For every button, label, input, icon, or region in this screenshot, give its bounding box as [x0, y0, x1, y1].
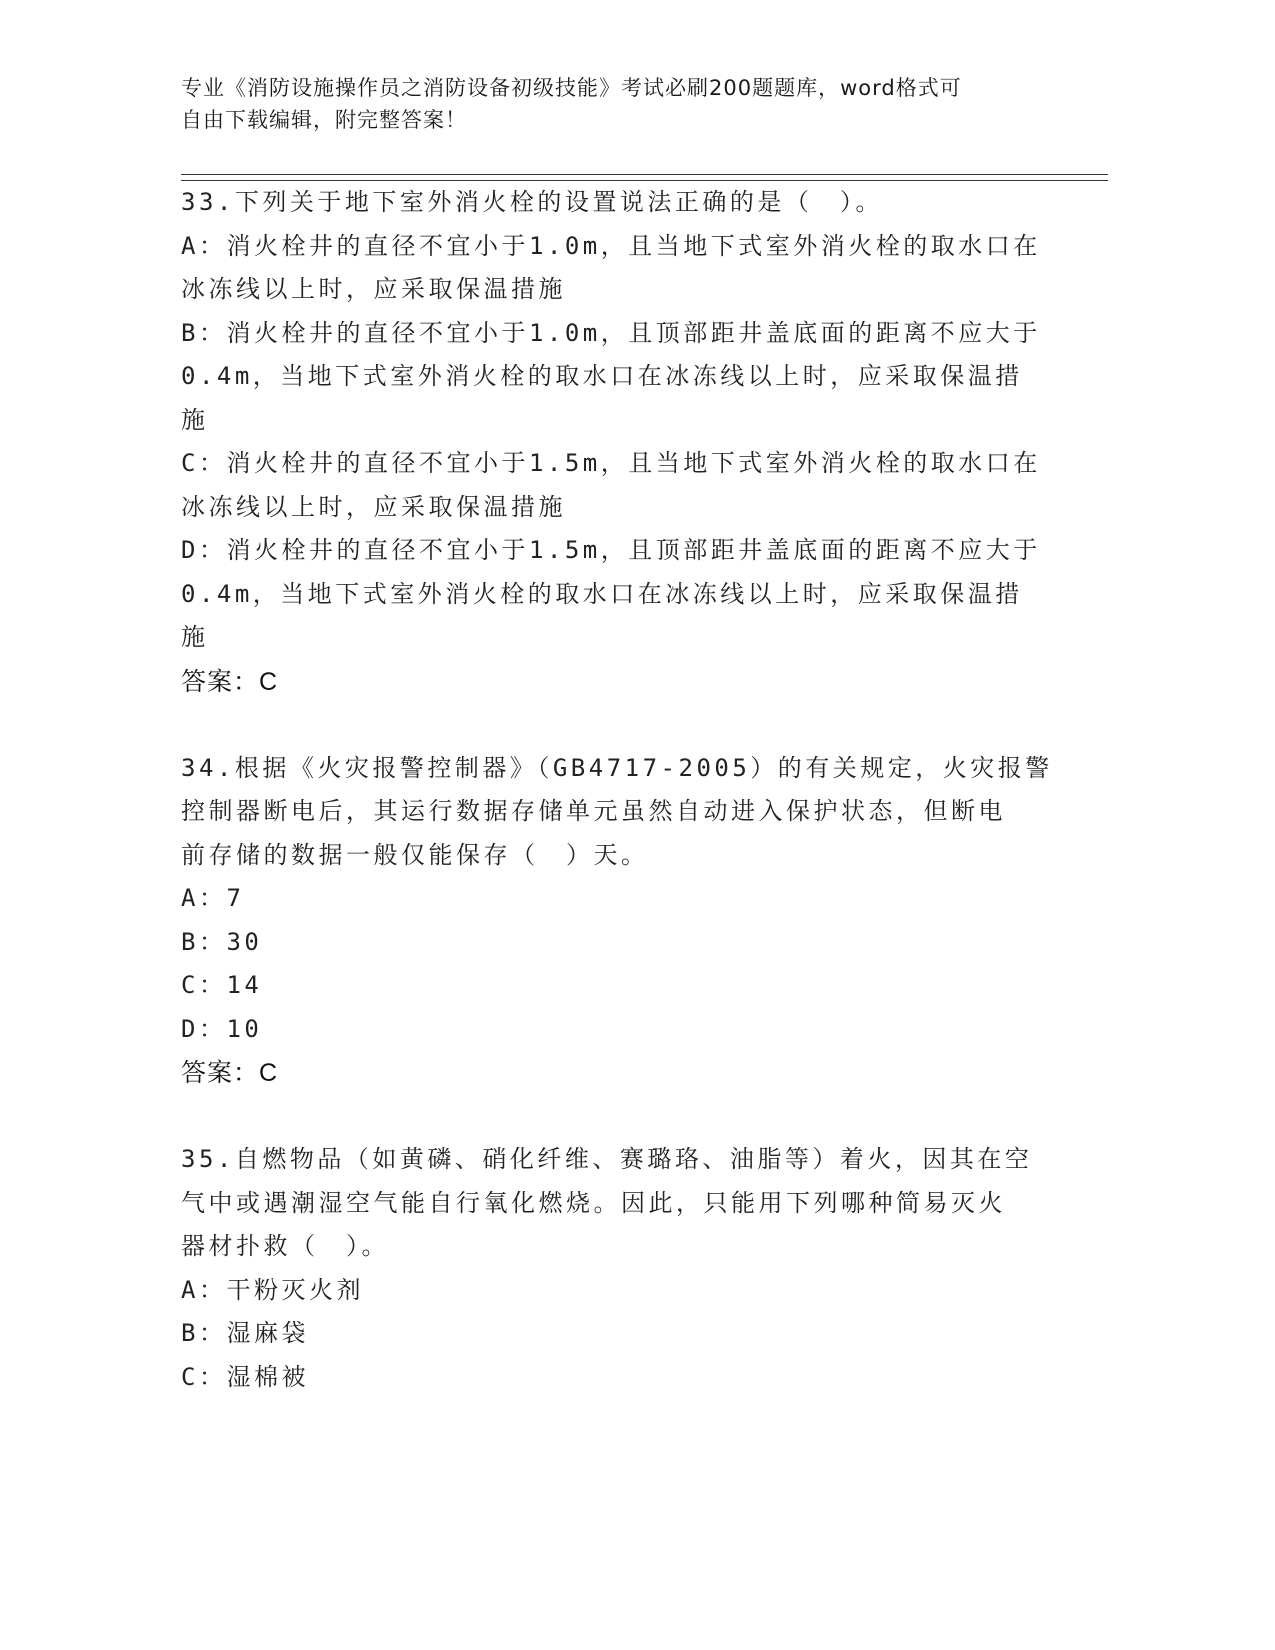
option-line: 施 — [181, 405, 209, 434]
option-line: 0.4m，当地下式室外消火栓的取水口在冰冻线以上时，应采取保温措 — [181, 362, 1023, 390]
question-34 — [181, 747, 1061, 1052]
option-line: 0.4m，当地下式室外消火栓的取水口在冰冻线以上时，应采取保温措 — [181, 579, 1023, 608]
answer-34: 答案：C — [181, 1059, 279, 1087]
option-line: D：10 — [181, 1014, 263, 1043]
option-line: C：消火栓井的直径不宜小于1.5m，且当地下式室外消火栓的取水口在 — [181, 449, 1041, 477]
question-stem: 器材扑救（ ）。 — [181, 1232, 389, 1260]
option-line: B：消火栓井的直径不宜小于1.0m，且顶部距井盖底面的距离不应大于 — [181, 318, 1041, 347]
option-line: D：消火栓井的直径不宜小于1.5m，且顶部距井盖底面的距离不应大于 — [181, 536, 1041, 564]
option-line: C：湿棉被 — [181, 1362, 309, 1391]
question-stem: 控制器断电后，其运行数据存储单元虽然自动进入保护状态，但断电 — [181, 797, 1006, 825]
header-line-1: 专业《消防设施操作员之消防设备初级技能》考试必刷200题题库，word格式可 — [181, 76, 962, 100]
question-stem: 前存储的数据一般仅能保存（ ）天。 — [181, 840, 649, 869]
question-stem: 35.自燃物品（如黄磷、硝化纤维、赛璐珞、油脂等）着火，因其在空 — [181, 1145, 1033, 1173]
option-line: B：30 — [181, 927, 263, 956]
option-line: 冰冻线以上时，应采取保温措施 — [181, 492, 566, 521]
option-line: C：14 — [181, 971, 263, 999]
option-line: 冰冻线以上时，应采取保温措施 — [181, 275, 566, 303]
option-line: A：消火栓井的直径不宜小于1.0m，且当地下式室外消火栓的取水口在 — [181, 231, 1041, 260]
question-stem: 33.下列关于地下室外消火栓的设置说法正确的是（ ）。 — [181, 188, 883, 216]
question-33 — [181, 181, 1061, 660]
option-line: 施 — [181, 623, 209, 651]
option-line: A：干粉灭火剂 — [181, 1275, 364, 1304]
option-line: A：7 — [181, 884, 245, 912]
document-header — [181, 72, 1041, 136]
question-stem: 气中或遇潮湿空气能自行氧化燃烧。因此，只能用下列哪种简易灭火 — [181, 1188, 1006, 1217]
question-stem: 34.根据《火灾报警控制器》（GB4717-2005）的有关规定，火灾报警 — [181, 753, 1053, 782]
header-divider-top — [181, 174, 1108, 175]
answer-33: 答案：C — [181, 667, 279, 696]
question-list — [181, 181, 1061, 1399]
header-line-2: 自由下载编辑，附完整答案！ — [181, 108, 467, 132]
question-35 — [181, 1138, 1061, 1399]
option-line: B：湿麻袋 — [181, 1319, 309, 1347]
